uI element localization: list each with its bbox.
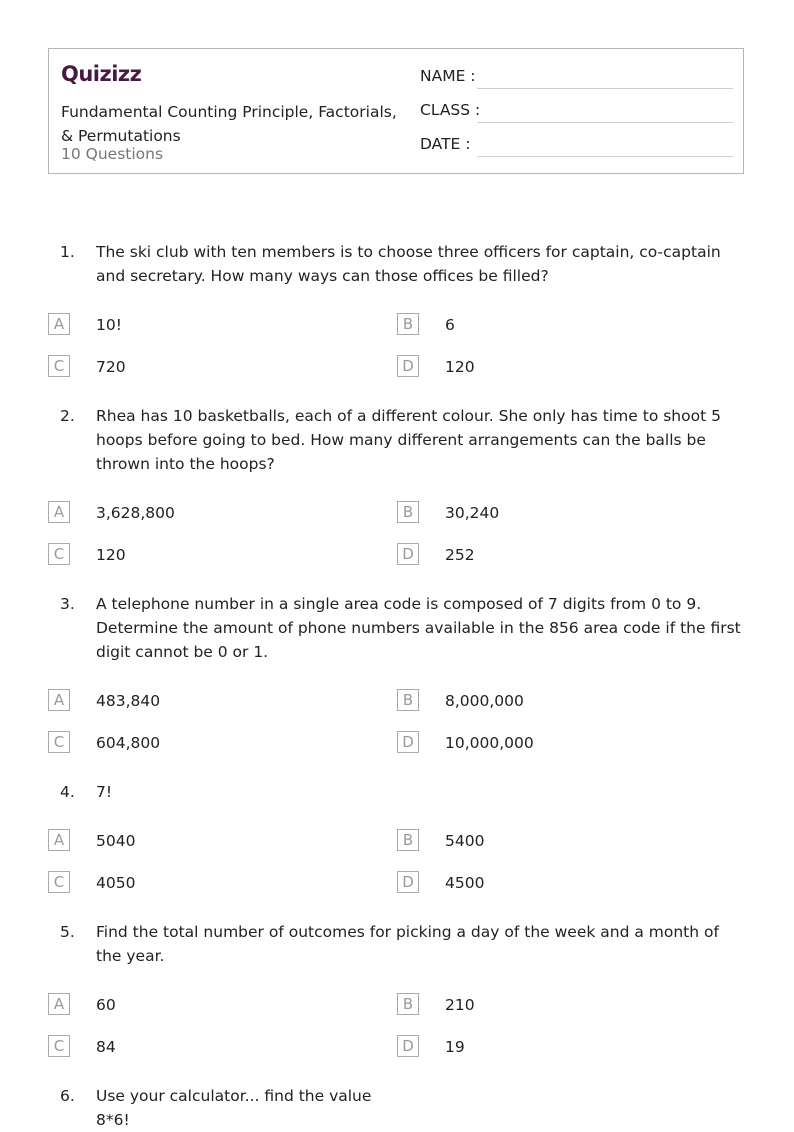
question-number: 5. xyxy=(60,923,75,941)
option-text: 604,800 xyxy=(96,734,161,752)
option-letter: D xyxy=(397,543,419,565)
question-count: 10 Questions xyxy=(61,145,164,163)
option-text: 720 xyxy=(96,358,126,376)
option-letter: B xyxy=(397,829,419,851)
name-label: NAME : xyxy=(420,67,476,85)
option-text: 5400 xyxy=(445,832,485,850)
option-letter: D xyxy=(397,355,419,377)
option-text: 6 xyxy=(445,316,455,334)
option-text: 4050 xyxy=(96,874,136,892)
option-text: 84 xyxy=(96,1038,116,1056)
question-text: Find the total number of outcomes for picking a day of the week and a month of the year. xyxy=(96,923,719,965)
option-letter: C xyxy=(48,1035,70,1057)
question-number: 3. xyxy=(60,595,75,613)
option-letter: D xyxy=(397,1035,419,1057)
question-text: 7! xyxy=(96,783,113,801)
option-text: 120 xyxy=(445,358,475,376)
question-number: 1. xyxy=(60,243,75,261)
option-letter: A xyxy=(48,689,70,711)
option-letter: B xyxy=(397,993,419,1015)
date-line[interactable] xyxy=(477,156,733,157)
option-letter: B xyxy=(397,313,419,335)
option-text: 30,240 xyxy=(445,504,500,522)
question-number: 4. xyxy=(60,783,75,801)
option-letter: B xyxy=(397,501,419,523)
class-line[interactable] xyxy=(477,122,733,123)
option-text: 252 xyxy=(445,546,475,564)
question-text: Use your calculator... find the value 8*6! xyxy=(96,1087,372,1129)
worksheet-header xyxy=(48,48,744,174)
question-text: A telephone number in a single area code is composed of 7 digits from 0 to 9. Determine the amount of phone numbers available in the 856 area code if the first digit cannot be 0 or 1. xyxy=(96,595,741,661)
option-text: 120 xyxy=(96,546,126,564)
date-field[interactable] xyxy=(420,135,733,159)
option-text: 4500 xyxy=(445,874,485,892)
question-number: 2. xyxy=(60,407,75,425)
class-field[interactable] xyxy=(420,101,733,125)
option-letter: A xyxy=(48,829,70,851)
date-label: DATE : xyxy=(420,135,471,153)
option-text: 5040 xyxy=(96,832,136,850)
option-text: 60 xyxy=(96,996,116,1014)
option-letter: A xyxy=(48,313,70,335)
class-label: CLASS : xyxy=(420,101,481,119)
option-letter: A xyxy=(48,501,70,523)
option-text: 8,000,000 xyxy=(445,692,524,710)
option-letter: A xyxy=(48,993,70,1015)
question-text: Rhea has 10 basketballs, each of a different colour. She only has time to shoot 5 hoops before going to bed. How many different arrangements can the balls be thrown into the hoops? xyxy=(96,407,721,473)
option-text: 3,628,800 xyxy=(96,504,175,522)
option-letter: C xyxy=(48,731,70,753)
option-letter: C xyxy=(48,355,70,377)
option-text: 19 xyxy=(445,1038,465,1056)
option-text: 10! xyxy=(96,316,122,334)
worksheet-title: Fundamental Counting Principle, Factorials, & Permutations xyxy=(61,103,397,145)
option-text: 210 xyxy=(445,996,475,1014)
question-number: 6. xyxy=(60,1087,75,1105)
name-field[interactable] xyxy=(420,67,733,91)
option-text: 10,000,000 xyxy=(445,734,534,752)
option-letter: C xyxy=(48,871,70,893)
name-line[interactable] xyxy=(477,88,733,89)
logo-text: Quizizz xyxy=(61,62,142,86)
option-letter: D xyxy=(397,871,419,893)
option-text: 483,840 xyxy=(96,692,161,710)
quizizz-logo xyxy=(61,59,153,89)
option-letter: B xyxy=(397,689,419,711)
option-letter: C xyxy=(48,543,70,565)
question-text: The ski club with ten members is to choose three officers for captain, co-captain and secretary. How many ways can those offices be filled? xyxy=(96,243,721,285)
option-letter: D xyxy=(397,731,419,753)
